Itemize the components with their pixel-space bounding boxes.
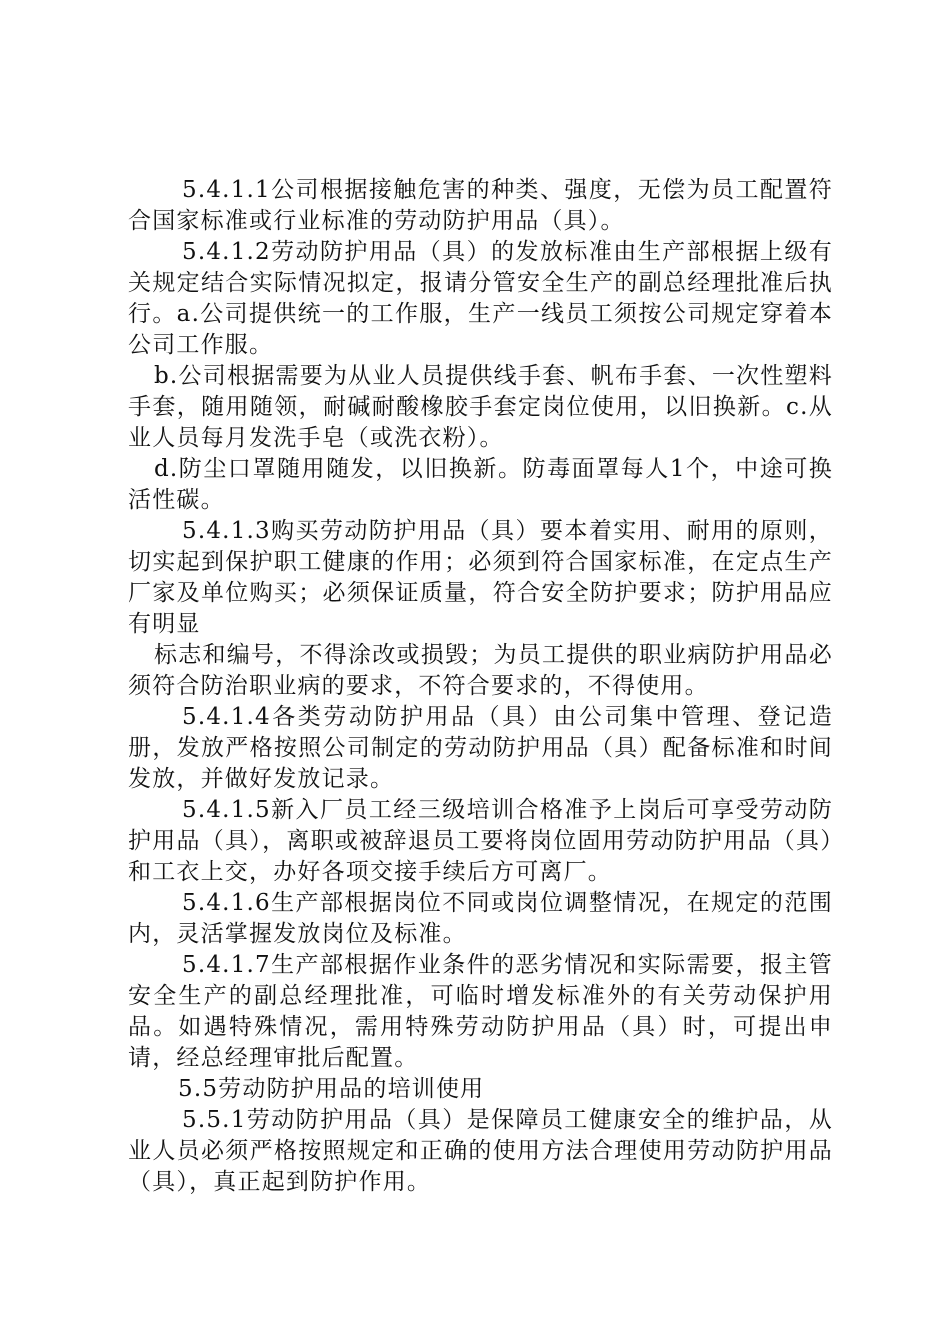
paragraph-5-4-1-3-continued: 标志和编号，不得涂改或损毁；为员工提供的职业病防护用品必须符合防治职业病的要求，不符合要求的，不得使用。 bbox=[128, 642, 833, 699]
paragraph-5-4-1-3: 5.4.1.3购买劳动防护用品（具）要本着实用、耐用的原则，切实起到保护职工健康的作用；必须到符合国家标准，在定点生产厂家及单位购买；必须保证质量，符合安全防护要求；防护用品应有明显 bbox=[128, 518, 833, 637]
paragraph-5-4-1-6: 5.4.1.6生产部根据岗位不同或岗位调整情况，在规定的范围内，灵活掌握发放岗位及标准。 bbox=[128, 890, 833, 947]
paragraph-item-d: d.防尘口罩随用随发，以旧换新。防毒面罩每人1个，中途可换活性碳。 bbox=[128, 456, 833, 513]
paragraph-5-4-1-7: 5.4.1.7生产部根据作业条件的恶劣情况和实际需要，报主管安全生产的副总经理批准，可临时增发标准外的有关劳动保护用品。如遇特殊情况，需用特殊劳动防护用品（具）时，可提出申请，经总经理审批后配置。 bbox=[128, 952, 833, 1071]
paragraph-5-4-1-5: 5.4.1.5新入厂员工经三级培训合格准予上岗后可享受劳动防护用品（具），离职或被辞退员工要将岗位固用劳动防护用品（具）和工衣上交，办好各项交接手续后方可离厂。 bbox=[128, 797, 833, 885]
paragraph-5-4-1-4: 5.4.1.4各类劳动防护用品（具）由公司集中管理、登记造册，发放严格按照公司制定的劳动防护用品（具）配备标准和时间发放，并做好发放记录。 bbox=[128, 704, 833, 792]
paragraph-5-4-1-1: 5.4.1.1公司根据接触危害的种类、强度，无偿为员工配置符合国家标准或行业标准的劳动防护用品（具）。 bbox=[128, 177, 833, 234]
document-body bbox=[128, 175, 833, 1198]
paragraph-5-4-1-2: 5.4.1.2劳动防护用品（具）的发放标准由生产部根据上级有关规定结合实际情况拟定，报请分管安全生产的副总经理批准后执行。a.公司提供统一的工作服，生产一线员工须按公司规定穿着本公司工作服。 bbox=[128, 239, 833, 358]
paragraph-5-5-1: 5.5.1劳动防护用品（具）是保障员工健康安全的维护品，从业人员必须严格按照规定和正确的使用方法合理使用劳动防护用品（具），真正起到防护作用。 bbox=[128, 1107, 833, 1195]
section-heading-5-5: 5.5劳动防护用品的培训使用 bbox=[178, 1076, 485, 1102]
paragraph-item-b: b.公司根据需要为从业人员提供线手套、帆布手套、一次性塑料手套，随用随领，耐碱耐酸橡胶手套定岗位使用，以旧换新。c.从业人员每月发洗手皂（或洗衣粉）。 bbox=[128, 363, 833, 451]
